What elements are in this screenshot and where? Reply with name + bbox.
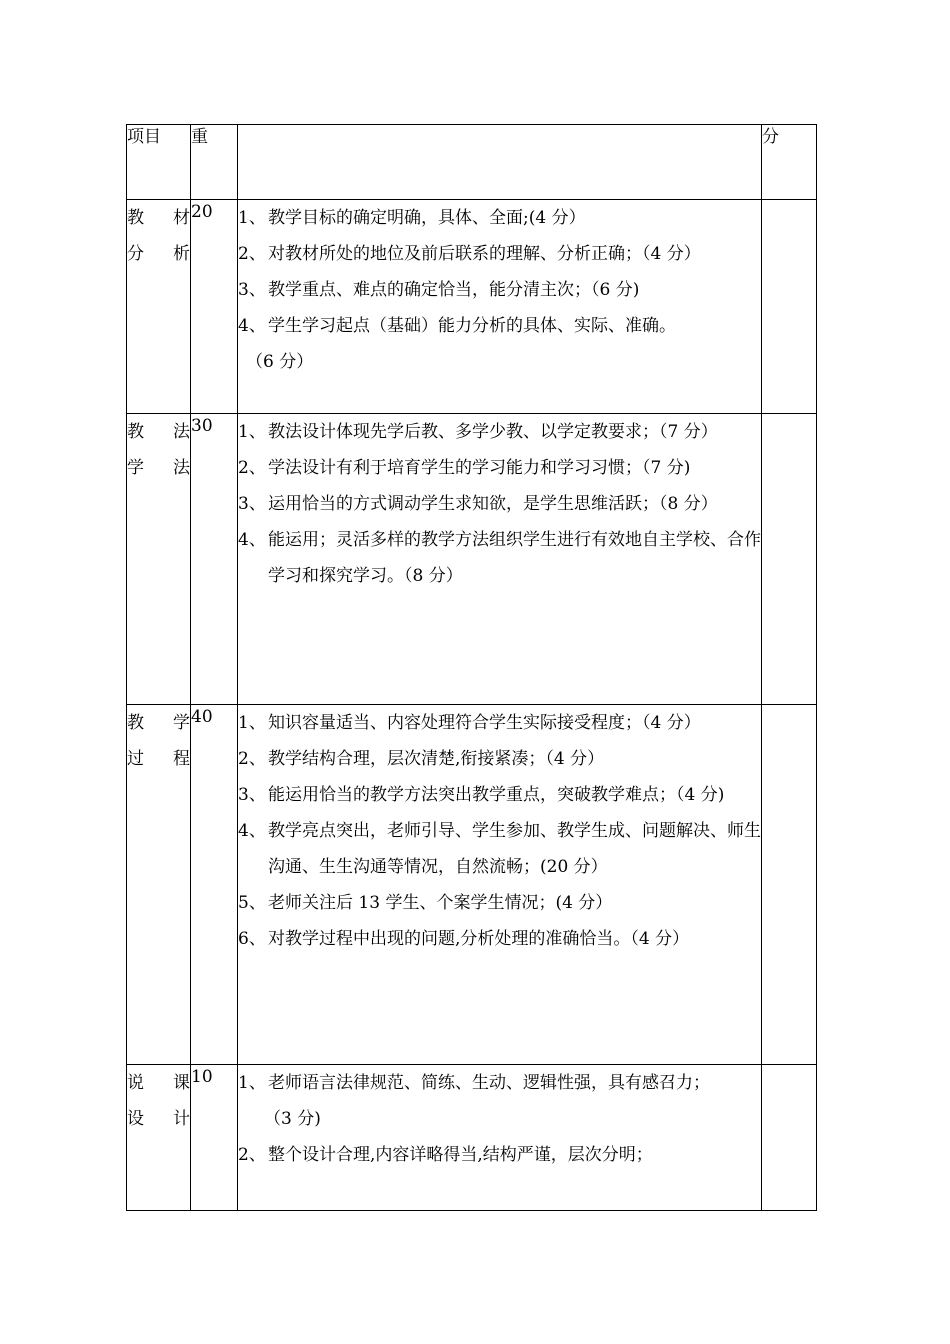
table-row	[127, 1065, 817, 1211]
list-item: 2、 学法设计有利于培育学生的学习能力和学习习惯；（7 分)	[238, 458, 691, 478]
list-item: 2、 教学结构合理，层次清楚,衔接紧凑；（4 分）	[238, 749, 605, 769]
continuation-text: （3 分)	[264, 1109, 321, 1129]
list-item: 3、 能运用恰当的教学方法突出教学重点，突破教学难点；（4 分)	[238, 785, 725, 805]
list-item: 6、 对教学过程中出现的问题,分析处理的准确恰当。（4 分）	[238, 929, 690, 949]
header-score: 分	[762, 125, 817, 200]
table-row	[127, 705, 817, 1065]
category-line: 过程	[127, 749, 190, 769]
list-item: 1、 知识容量适当、内容处理符合学生实际接受程度；（4 分）	[238, 713, 701, 733]
list-item: 2、 整个设计合理,内容详略得当,结构严谨，层次分明；	[238, 1145, 653, 1165]
list-item: 5、 老师关注后 13 学生、个案学生情况；(4 分）	[238, 893, 613, 913]
score-cell	[762, 1065, 817, 1211]
list-item: 1、 老师语言法律规范、简练、生动、逻辑性强，具有感召力；	[238, 1073, 710, 1093]
score-cell	[762, 414, 817, 705]
list-item: 3、 教学重点、难点的确定恰当，能分清主次；（6 分)	[238, 280, 640, 300]
category-cell	[127, 200, 191, 414]
header-item: 项目	[127, 125, 191, 200]
category-line: 教 法	[127, 422, 190, 442]
table-row	[127, 414, 817, 705]
category-cell	[127, 705, 191, 1065]
category-line: 教 学	[127, 713, 190, 733]
list-item: 3、 运用恰当的方式调动学生求知欲，是学生思维活跃；（8 分）	[238, 494, 718, 514]
criteria-cell	[238, 705, 762, 1065]
list-item: 2、 对教材所处的地位及前后联系的理解、分析正确；（4 分）	[238, 244, 701, 264]
list-item: 4、 学生学习起点（基础）能力分析的具体、实际、准确。	[238, 316, 676, 336]
category-cell	[127, 1065, 191, 1211]
criteria-cell	[238, 414, 762, 705]
criteria-cell	[238, 1065, 762, 1211]
criteria-cell	[238, 200, 762, 414]
category-cell	[127, 414, 191, 705]
table-row	[127, 200, 817, 414]
header-row	[127, 125, 817, 200]
score-cell	[762, 705, 817, 1065]
weight-cell: 20	[191, 200, 238, 414]
list-item: 4、 教学亮点突出，老师引导、学生参加、教学生成、问题解决、师生沟通、生生沟通等情况，自然流畅；(20 分）	[238, 821, 761, 877]
continuation-text: （6 分）	[246, 352, 314, 372]
category-line: 说 课	[127, 1073, 190, 1093]
header-content	[238, 125, 762, 200]
list-item: 1、 教法设计体现先学后教、多学少教、以学定教要求；（7 分）	[238, 422, 718, 442]
list-item: 1、 教学目标的确定明确，具体、全面;(4 分）	[238, 208, 586, 228]
header-weight: 重	[191, 125, 238, 200]
category-line: 学法	[127, 458, 190, 478]
score-cell	[762, 200, 817, 414]
category-line: 教 材	[127, 208, 190, 228]
evaluation-table	[126, 124, 817, 1211]
weight-cell: 10	[191, 1065, 238, 1211]
category-line: 分析	[127, 244, 190, 264]
list-item: 4、 能运用；灵活多样的教学方法组织学生进行有效地自主学校、合作学习和探究学习。（8 分）	[238, 530, 761, 586]
category-line: 设计	[127, 1109, 190, 1129]
weight-cell: 40	[191, 705, 238, 1065]
weight-cell: 30	[191, 414, 238, 705]
